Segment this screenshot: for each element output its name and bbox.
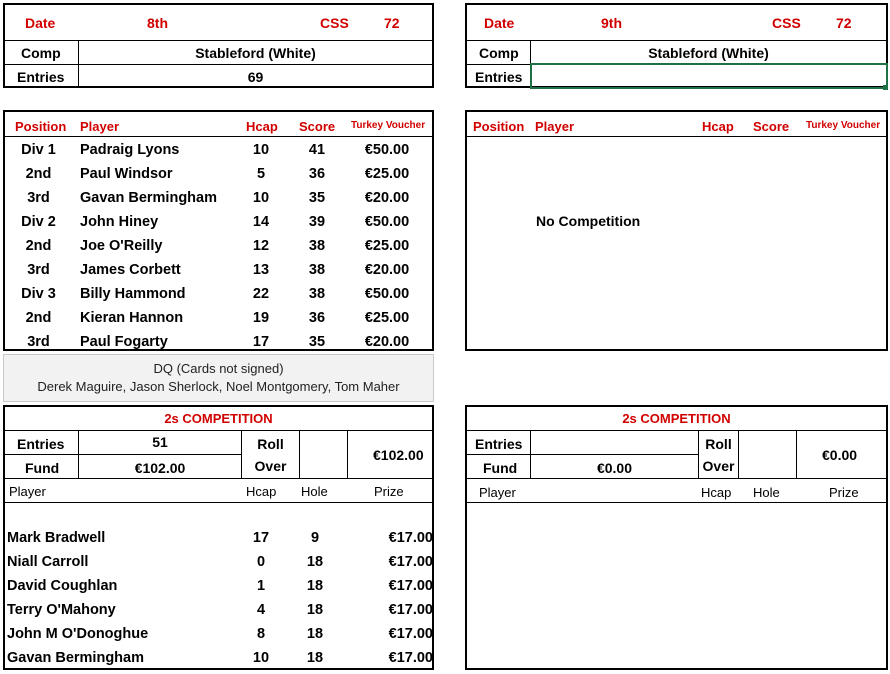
voucher-cell: €20.00 [364, 334, 410, 350]
voucher-cell: €50.00 [364, 286, 410, 302]
right-col-hcap: Hcap [702, 119, 734, 134]
left-twos-fund-label: Fund [25, 460, 60, 476]
no-competition-message: No Competition [536, 213, 641, 229]
results-row [5, 306, 432, 330]
twos-hcap-cell: 8 [256, 626, 266, 642]
left-twos-col-hcap: Hcap [246, 484, 277, 499]
score-cell: 39 [308, 214, 326, 230]
left-twos-roll-label: Roll [257, 436, 284, 452]
player-cell: Paul Windsor [80, 166, 173, 182]
right-comp-value: Stableford (White) [648, 45, 769, 61]
voucher-cell: €20.00 [364, 262, 410, 278]
twos-prize-cell: €17.00 [388, 602, 433, 618]
hcap-cell: 5 [256, 166, 266, 182]
hcap-cell: 13 [252, 262, 270, 278]
right-twos-over-label: Over [702, 458, 735, 474]
twos-player-cell: John M O'Donoghue [7, 626, 149, 642]
right-date-label: Date [484, 15, 515, 31]
right-col-player: Player [535, 119, 575, 134]
left-twos-col-hole: Hole [301, 484, 328, 499]
left-date-label: Date [25, 15, 56, 31]
score-cell: 36 [308, 166, 326, 182]
twos-row [5, 528, 432, 552]
twos-prize-cell: €17.00 [388, 578, 433, 594]
twos-prize-cell: €17.00 [388, 530, 433, 546]
right-results-box [465, 110, 888, 351]
twos-hole-cell: 18 [306, 578, 324, 594]
score-cell: 38 [308, 238, 326, 254]
results-row [5, 234, 432, 258]
right-css-label: CSS [772, 15, 801, 31]
left-css-value: 72 [384, 15, 400, 31]
twos-hcap-cell: 17 [252, 530, 270, 546]
twos-hole-cell: 18 [306, 554, 324, 570]
twos-player-cell: Mark Bradwell [7, 530, 106, 546]
twos-hcap-cell: 0 [256, 554, 266, 570]
hcap-cell: 14 [252, 214, 270, 230]
left-twos-title: 2s COMPETITION [164, 411, 273, 426]
position-cell: 2nd [25, 166, 52, 182]
voucher-cell: €50.00 [364, 142, 410, 158]
left-col-score: Score [299, 119, 336, 134]
hcap-cell: 12 [252, 238, 270, 254]
voucher-cell: €25.00 [364, 166, 410, 182]
twos-player-cell: Terry O'Mahony [7, 602, 116, 618]
twos-hole-cell: 18 [306, 626, 324, 642]
dq-note [3, 354, 434, 402]
right-header-box [465, 3, 888, 88]
left-date-value: 8th [147, 15, 168, 31]
left-col-player: Player [80, 119, 120, 134]
twos-prize-cell: €17.00 [388, 554, 433, 570]
position-cell: 3rd [27, 190, 50, 206]
right-twos-col-player: Player [479, 485, 516, 500]
right-twos-col-hole: Hole [753, 485, 780, 500]
left-twos-entries-value: 51 [152, 434, 168, 450]
right-twos-entries-label: Entries [475, 436, 523, 452]
player-cell: James Corbett [80, 262, 181, 278]
results-row [5, 162, 432, 186]
twos-prize-cell: €17.00 [388, 650, 433, 666]
left-twos-col-prize: Prize [374, 484, 404, 499]
position-cell: Div 1 [21, 142, 56, 158]
voucher-cell: €25.00 [364, 238, 410, 254]
score-cell: 38 [308, 286, 326, 302]
right-col-score: Score [753, 119, 790, 134]
twos-hole-cell: 18 [306, 602, 324, 618]
voucher-cell: €25.00 [364, 310, 410, 326]
twos-player-cell: Niall Carroll [7, 554, 89, 570]
selected-cell-entries[interactable] [530, 63, 888, 89]
twos-hole-cell: 9 [310, 530, 320, 546]
hcap-cell: 10 [252, 142, 270, 158]
hcap-cell: 22 [252, 286, 270, 302]
score-cell: 36 [308, 310, 326, 326]
left-twos-total: €102.00 [373, 447, 424, 463]
player-cell: Padraig Lyons [80, 142, 180, 158]
right-date-value: 9th [601, 15, 622, 31]
left-comp-value: Stableford (White) [195, 45, 316, 61]
right-twos-roll-label: Roll [705, 436, 732, 452]
right-twos-fund-value: €0.00 [596, 460, 633, 476]
twos-player-cell: Gavan Bermingham [7, 650, 144, 666]
left-results-box [3, 110, 434, 351]
fill-handle[interactable] [883, 85, 888, 90]
twos-player-cell: David Coughlan [7, 578, 118, 594]
results-row [5, 186, 432, 210]
twos-row [5, 552, 432, 576]
left-twos-fund-value: €102.00 [134, 460, 186, 476]
position-cell: Div 3 [21, 286, 56, 302]
hcap-cell: 19 [252, 310, 270, 326]
position-cell: 2nd [25, 310, 52, 326]
voucher-cell: €20.00 [364, 190, 410, 206]
hcap-cell: 10 [252, 190, 270, 206]
right-twos-box [465, 405, 888, 670]
left-twos-over-label: Over [254, 458, 287, 474]
results-row [5, 258, 432, 282]
player-cell: Billy Hammond [80, 286, 186, 302]
dq-title: DQ (Cards not signed) [153, 361, 284, 376]
dq-players: Derek Maguire, Jason Sherlock, Noel Montgomery, Tom Maher [37, 379, 400, 394]
left-twos-entries-label: Entries [17, 436, 65, 452]
left-header-box [3, 3, 434, 88]
twos-row [5, 624, 432, 648]
position-cell: 3rd [27, 334, 50, 350]
right-twos-fund-label: Fund [483, 460, 518, 476]
twos-row [5, 648, 432, 672]
left-entries-value: 69 [247, 69, 264, 85]
results-row [5, 330, 432, 354]
left-twos-col-player: Player [9, 484, 46, 499]
voucher-cell: €50.00 [364, 214, 410, 230]
results-row [5, 210, 432, 234]
position-cell: 2nd [25, 238, 52, 254]
right-comp-label: Comp [479, 45, 519, 61]
position-cell: Div 2 [21, 214, 56, 230]
right-col-voucher: Turkey Voucher [806, 120, 881, 131]
right-col-position: Position [473, 119, 525, 134]
twos-hole-cell: 18 [306, 650, 324, 666]
left-entries-label: Entries [17, 69, 65, 85]
left-css-label: CSS [320, 15, 349, 31]
results-row [5, 138, 432, 162]
score-cell: 35 [308, 334, 326, 350]
twos-hcap-cell: 1 [256, 578, 266, 594]
player-cell: Gavan Bermingham [80, 190, 217, 206]
left-col-position: Position [15, 119, 67, 134]
twos-row [5, 600, 432, 624]
results-row [5, 282, 432, 306]
position-cell: 3rd [27, 262, 50, 278]
left-col-hcap: Hcap [246, 119, 278, 134]
score-cell: 38 [308, 262, 326, 278]
player-cell: Kieran Hannon [80, 310, 184, 326]
left-col-voucher: Turkey Voucher [351, 120, 426, 131]
right-css-value: 72 [836, 15, 852, 31]
player-cell: Paul Fogarty [80, 334, 168, 350]
player-cell: Joe O'Reilly [80, 238, 163, 254]
right-twos-col-hcap: Hcap [701, 485, 732, 500]
player-cell: John Hiney [80, 214, 159, 230]
twos-hcap-cell: 4 [256, 602, 266, 618]
right-twos-col-prize: Prize [829, 485, 859, 500]
left-comp-label: Comp [21, 45, 61, 61]
score-cell: 35 [308, 190, 326, 206]
twos-row [5, 576, 432, 600]
hcap-cell: 17 [252, 334, 270, 350]
twos-prize-cell: €17.00 [388, 626, 433, 642]
twos-hcap-cell: 10 [252, 650, 270, 666]
right-twos-total: €0.00 [822, 447, 858, 463]
left-twos-box [3, 405, 434, 670]
score-cell: 41 [308, 142, 326, 158]
right-twos-title: 2s COMPETITION [622, 411, 731, 426]
right-entries-label: Entries [475, 69, 523, 85]
